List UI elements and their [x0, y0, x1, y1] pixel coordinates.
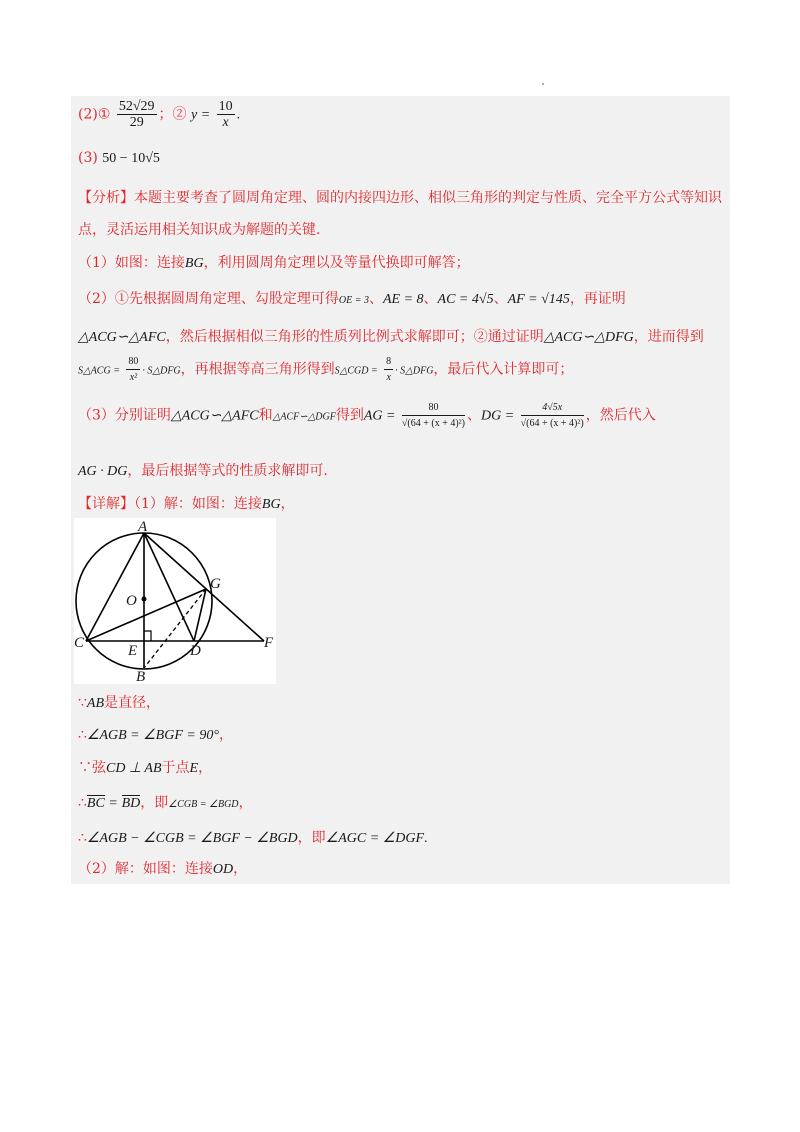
step-1: ∵AB是直径， [78, 695, 161, 711]
label-f: F [264, 635, 274, 651]
step-2: ∴∠AGB = ∠BGF = 90°， [78, 727, 233, 743]
analysis-point-2-line-3: S△ACG = $\frac{80}{\text{x²}}$ · S△DFG，再根据等高三角形得到S△CGD = $\frac{8}{x}$ · S△DFG，最后代入计算即可； [78, 356, 574, 383]
analysis-point-2-line-2: △ACG∽△AFC，然后根据相似三角形的性质列比例式求解即可；②通过证明△ACG∽△DFG，进而得到 [78, 329, 704, 345]
arc-bd: BD [121, 796, 141, 811]
fraction-ag: $\frac{80}{\text{√(64 + (x + 4)²)}}$ [401, 402, 465, 429]
label-c: C [74, 635, 85, 651]
analysis-line-1: 【分析】本题主要考查了圆周角定理、圆的内接四边形、相似三角形的判定与性质、完全平方公式等知识 [78, 190, 722, 206]
detail-tag: 【详解】 [78, 496, 134, 512]
label-e: E [128, 643, 138, 659]
center-point-o [142, 597, 147, 602]
segment-af [144, 533, 264, 641]
right-angle-mark [144, 631, 151, 641]
label-b: B [136, 669, 146, 684]
answer-3: (3) 50 − 10√5 [78, 150, 160, 166]
segment-ad [144, 533, 194, 641]
step-4: ∴BC = BD，即∠CGB = ∠BGD， [78, 795, 253, 811]
detail-intro: 【详解】（1）解：如图：连接BG， [78, 496, 295, 512]
analysis-line-2: 点，灵活运用相关知识成为解题的关键. [78, 222, 321, 238]
segment-ac [86, 533, 144, 641]
circle-diagram [74, 518, 276, 684]
analysis-tag: 【分析】 [78, 190, 134, 206]
label-d: D [190, 643, 201, 659]
fraction-dg: $\frac{4√5x}{\text{√(64 + (x + 4)²)}}$ [520, 402, 584, 429]
fraction-52sqrt29-over-29: $\frac{52√29}{29}$ [118, 99, 155, 130]
decorative-dot [542, 83, 544, 85]
fraction-8-over-x: $\frac{8}{x}$ [386, 356, 392, 383]
arc-bc: BC [86, 796, 105, 811]
analysis-point-1: （1）如图：连接BG，利用圆周角定理以及等量代换即可解答； [78, 255, 470, 271]
step-5: ∴∠AGB − ∠CGB = ∠BGF − ∠BGD，即∠AGC = ∠DGF. [78, 830, 428, 846]
label-o: O [126, 593, 137, 609]
analysis-point-2-line-1: （2）①先根据圆周角定理、勾股定理可得OE = 3、AE = 8、AC = 4√5、AF = √145，再证明 [78, 291, 626, 307]
geometry-figure [74, 518, 276, 684]
label-a: A [138, 519, 148, 535]
segment-cg [86, 589, 206, 641]
fraction-10-over-x: $\frac{10}{x}$ [218, 99, 233, 130]
step-6: （2）解：如图：连接OD， [78, 861, 248, 877]
answer-2: (2)① $\frac{52√29}{29}$ ；② y = $\frac{10}{x}$ . [78, 99, 241, 130]
analysis-point-3-line-1: （3）分别证明△ACG∽△AFC和△ACF∽△DGF得到AG = $\frac{80}{\text{√(64 + (x + 4)²)}}$ 、DG = $\frac{4√5x}{\text{√(64 + (x + 4)²)}}$ ，然后代入 [78, 402, 656, 429]
step-3: ∵弦CD ⊥ AB于点E， [78, 760, 213, 776]
analysis-point-3-line-2: AG · DG，最后根据等式的性质求解即可. [78, 463, 328, 479]
fraction-80-over-x2: $\frac{80}{\text{x²}}$ [128, 356, 139, 383]
label-g: G [210, 576, 221, 592]
